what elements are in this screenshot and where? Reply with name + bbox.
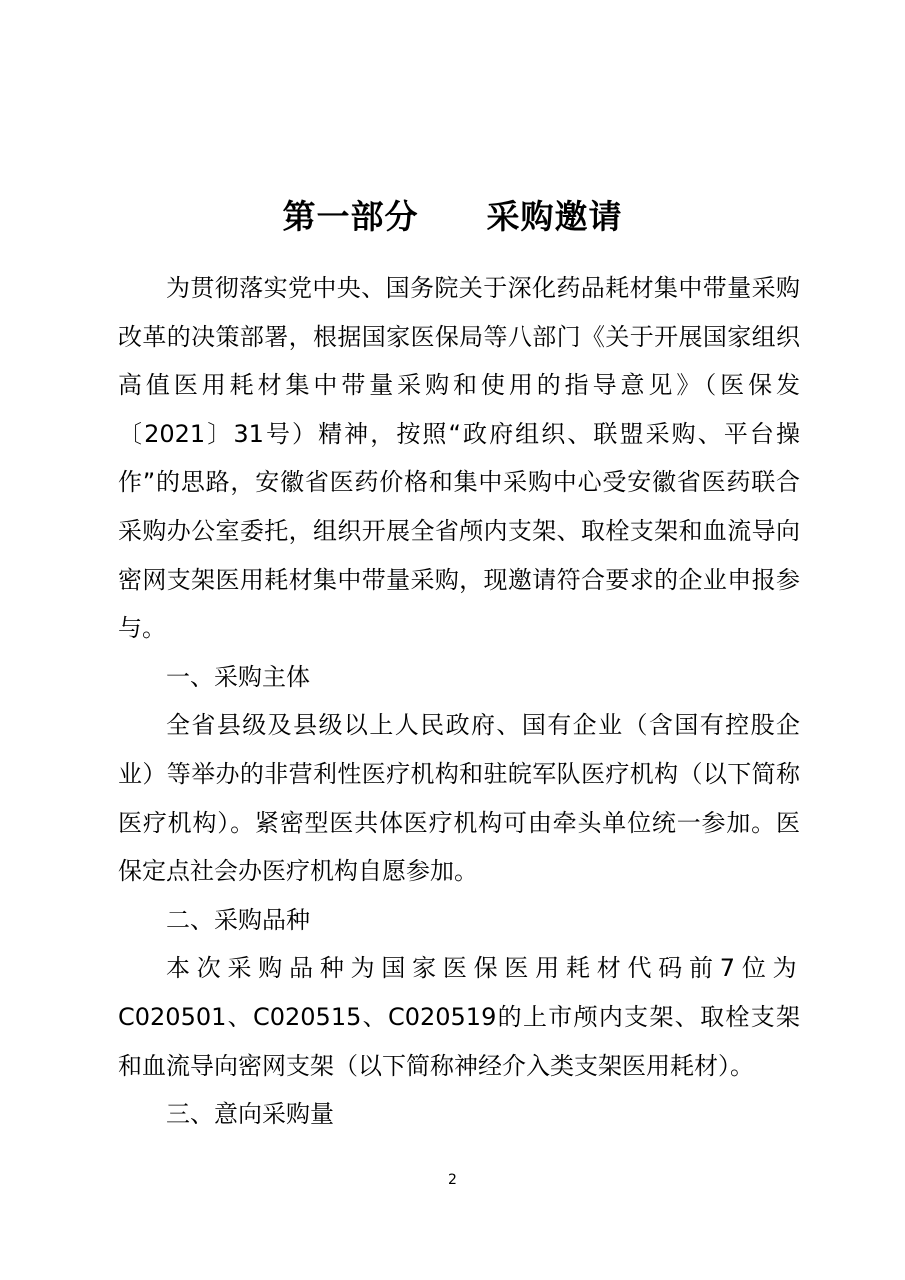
purchasing-varieties-line1: 本次采购品种为国家医保医用耗材代码前7位为	[166, 954, 800, 983]
section-heading-purchasing-varieties: 二、采购品种	[166, 905, 310, 934]
document-body	[118, 264, 800, 1139]
purchasing-varieties-rest: C020501、C020515、C020519的上市颅内支架、取栓支架和血流导向密网支架（以下简称神经介入类支架医用耗材）。	[118, 1002, 800, 1080]
page-title: 第一部分 采购邀请	[282, 197, 623, 236]
page-number: 2	[448, 1172, 457, 1188]
section-heading-purchasing-entity: 一、采购主体	[166, 662, 310, 691]
intro-paragraph: 为贯彻落实党中央、国务院关于深化药品耗材集中带量采购改革的决策部署，根据国家医保局等八部门《关于开展国家组织高值医用耗材集中带量采购和使用的指导意见》（医保发〔2021〕31号）精神，按照“政府组织、联盟采购、平台操作”的思路，安徽省医药价格和集中采购中心受安徽省医药联合采购办公室委托，组织开展全省颅内支架、取栓支架和血流导向密网支架医用耗材集中带量采购，现邀请符合要求的企业申报参与。	[118, 274, 800, 643]
purchasing-entity-paragraph: 全省县级及县级以上人民政府、国有企业（含国有控股企业）等举办的非营利性医疗机构和驻皖军队医疗机构（以下简称医疗机构）。紧密型医共体医疗机构可由牵头单位统一参加。医保定点社会办医疗机构自愿参加。	[118, 711, 800, 886]
purchasing-varieties-paragraph	[118, 944, 800, 1090]
section-heading-intended-volume: 三、意向采购量	[166, 1100, 334, 1129]
